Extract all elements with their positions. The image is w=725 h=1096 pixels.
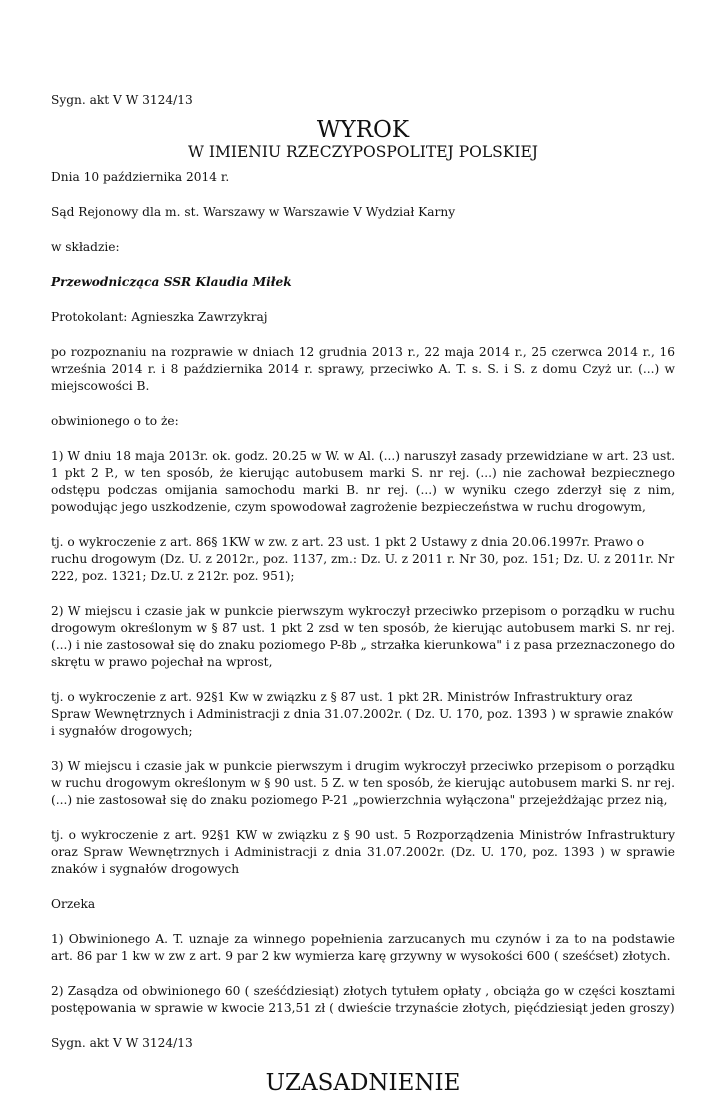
court-name: Sąd Rejonowy dla m. st. Warszawy w Warszawie V Wydział Karny (51, 205, 456, 219)
document-title: WYROK (316, 117, 410, 143)
justification-title: UZASADNIENIE (265, 1070, 461, 1096)
charge-3: 3) W miejscu i czasie jak w punkcie pierwszym i drugim wykroczył przeciwko przepisom o porządku w ruchu drogowym określonym w § 90 ust. 5 Z. w ten sposób, że kierując autobusem marki S. nr rej. (...) nie zastosował się do znaku poziomego P-21 „powierzchnia wyłączona" przejeżdżając przez nią, (51, 759, 675, 807)
hearing-paragraph: po rozpoznaniu na rozprawie w dniach 12 grudnia 2013 r., 22 maja 2014 r., 25 czerwca 2014 r., 16 września 2014 r. i 8 października 2014 r. sprawy, przeciwko A. T. s. S. i S. z domu Czyż ur. (...) w miejscowości B. (51, 345, 675, 393)
judgment-document (51, 92, 675, 1096)
charge-3-legal-basis: tj. o wykroczenie z art. 92§1 KW w związku z § 90 ust. 5 Rozporządzenia Ministrów Infrastruktury oraz Spraw Wewnętrznych i Administracji z dnia 31.07.2002r. (Dz. U. 170, poz. 1393 ) w sprawie znaków i sygnałów drogowych (51, 828, 675, 876)
charge-2: 2) W miejscu i czasie jak w punkcie pierwszym wykroczył przeciwko przepisom o porządku w ruchu drogowym określonym w § 87 ust. 1 pkt 2 zsd w ten sposób, że kierując autobusem marki S. nr rej. (...) i nie zastosował się do znaku poziomego P-8b „ strzałka kierunkowa" i z pasa przeznaczonego do skrętu w prawo pojechał na wprost, (51, 604, 675, 669)
charge-1: 1) W dniu 18 maja 2013r. ok. godz. 20.25 w W. w Al. (...) naruszył zasady przewidziane w art. 23 ust. 1 pkt 2 P., w ten sposób, że kierując autobusem marki S. nr rej. (...) nie zachował bezpiecznego odstępu podczas omijania samochodu marki B. nr rej. (...) w wyniku czego zderzył się z nim, powodując jego uszkodzenie, czym spowodował zagrożenie bezpieczeństwa w ruchu drogowym, (51, 449, 675, 514)
case-signature-bottom: Sygn. akt V W 3124/13 (51, 1036, 193, 1050)
accused-intro: obwinionego o to że: (51, 414, 179, 428)
court-clerk: Protokolant: Agnieszka Zawrzykraj (51, 310, 268, 324)
charge-1-legal-basis: tj. o wykroczenie z art. 86§ 1KW w zw. z art. 23 ust. 1 pkt 2 Ustawy z dnia 20.06.1997r. Prawo o ruchu drogowym (Dz. U. z 2012r., poz. 1137, zm.: Dz. U. z 2011 r. Nr 30, poz. 151; Dz. U. z 2011r. Nr 222, poz. 1321; Dz.U. z 212r. poz. 951); (51, 535, 675, 583)
document-subtitle: W IMIENIU RZECZYPOSPOLITEJ POLSKIEJ (188, 143, 538, 161)
judgment-date: Dnia 10 października 2014 r. (51, 170, 230, 184)
ruling-label: Orzeka (51, 897, 96, 911)
chairperson: Przewodnicząca SSR Klaudia Miłek (51, 275, 292, 289)
charge-2-legal-basis: tj. o wykroczenie z art. 92§1 Kw w związku z § 87 ust. 1 pkt 2R. Ministrów Infrastruktury oraz Spraw Wewnętrznych i Administracji z dnia 31.07.2002r. ( Dz. U. 170, poz. 1393 ) w sprawie znaków i sygnałów drogowych; (51, 690, 674, 738)
ruling-1: 1) Obwinionego A. T. uznaje za winnego popełnienia zarzucanych mu czynów i za to na podstawie art. 86 par 1 kw w zw z art. 9 par 2 kw wymierza karę grzywny w wysokości 600 ( sześćset) złotych. (51, 932, 675, 963)
composition-label: w składzie: (51, 240, 120, 254)
ruling-2: 2) Zasądza od obwinionego 60 ( sześćdziesiąt) złotych tytułem opłaty , obciąża go w części kosztami postępowania w sprawie w kwocie 213,51 zł ( dwieście trzynaście złotych, pięćdziesiąt jeden groszy) (51, 984, 675, 1015)
case-signature: Sygn. akt V W 3124/13 (51, 93, 193, 107)
